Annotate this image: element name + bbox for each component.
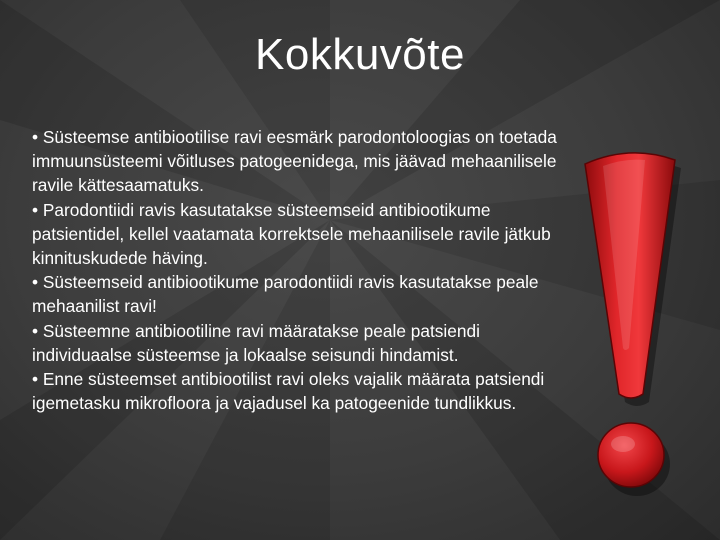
exclamation-mark-icon — [575, 148, 685, 498]
bullet-item: • Süsteemne antibiootiline ravi määratakse peale patsiendi individuaalse süsteemse ja lokaalse seisundi hindamist. — [32, 320, 480, 365]
page-title: Kokkuvõte — [255, 30, 465, 79]
bullet-list — [32, 125, 572, 415]
bullet-item: • Parodontiidi ravis kasutatakse süsteemseid antibiootikume patsientidel, kellel vaatamata korrektsele mehaanilisele ravile jätkub kinnituskudede häving. — [32, 199, 551, 269]
bullet-item: • Süsteemseid antibiootikume parodontiidi ravis kasutatakse peale mehaanilist ravi! — [32, 272, 539, 317]
bullet-item: • Enne süsteemset antibiootilist ravi oleks vajalik määrata patsiendi igemetasku mikrofloora ja vajadusel ka patogeenide tundlikkus. — [32, 369, 545, 414]
bullet-item: • Süsteemse antibiootilise ravi eesmärk parodontoloogias on toetada immuunsüsteemi võitluses patogeenidega, mis jäävad mehaanilisele ravile kättesaamatuks. — [32, 127, 557, 196]
